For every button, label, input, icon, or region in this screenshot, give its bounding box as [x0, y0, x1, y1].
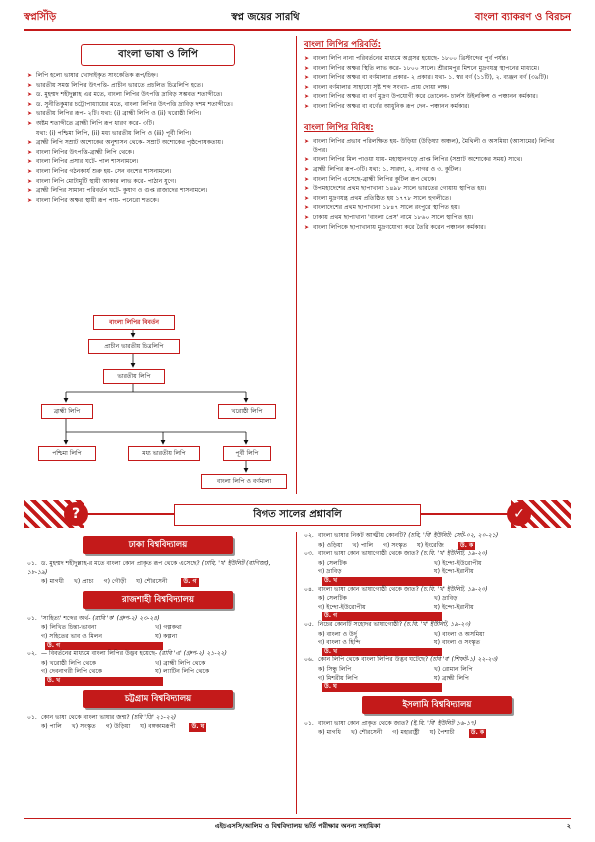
list-item: যথা: (i) পশ্চিমা লিপি, (ii) মধ্য ভারতীয় লিপি ও (iii) পূর্বী লিপি।: [36, 129, 192, 137]
question: ০৪. বাংলা ভাষা কোন ভাষাগোষ্ঠী থেকে জাত? (চ.বি. 'খ' ইউনিট, ১৯-২০): [304, 585, 488, 593]
answer-badge: উ. খ: [322, 577, 442, 586]
list-item: ➤ বাংলা লিপি মোটামুটি স্থায়ী আকার লাভ করে- পাঠান যুগে।: [27, 178, 289, 186]
right-column: [304, 36, 570, 233]
list-item: ➤ বাংলা লিপির গঠনকার্য শুরু হয়- সেন বংশের শাসনামলে।: [27, 168, 289, 176]
diagram-node: মধ্য ভারতীয় লিপি: [128, 446, 200, 461]
university-heading: ইসলামি বিশ্ববিদ্যালয়: [362, 696, 512, 714]
question: ০১. ড. মুহম্মদ শহীদুল্লাহ-র মতে বাংলা কোন প্রাকৃত রূপ থেকে এসেছে? (ঢাবি, 'খ' ইউনিট (বাণিজ্য), ১৮-১৯): [27, 560, 271, 576]
answer-badge: উ. গ: [322, 612, 442, 621]
list-item: ➤ লিপি হলো ভাষার খোদাইকৃত সাংকেতিক রূপ/চিহ্ন।: [27, 72, 289, 80]
answer-badge: উ. গ: [45, 642, 163, 651]
diagram-node: ভারতীয় লিপি: [103, 369, 165, 384]
question-mark-icon: ?: [64, 502, 88, 526]
diagram-node: বাংলা লিপি ও বর্ণমালা: [201, 474, 287, 489]
list-item: ➤ ব্রাহ্মী লিপির রূপ-৩টি। যথা: ১. সারদা, ২. নাগর ও ৩. কুটিল।: [304, 166, 570, 174]
list-item: ➤ বাংলা লিপির মিল পাওয়া যায়- মহাস্থানগড়ে প্রাপ্ত লিপির (সম্রাট অশোকের সময়) সাথে।: [304, 156, 570, 164]
list-item: ➤ ড. সুনীতিকুমার চট্টোপাধ্যায়ের মতে, বাংলা লিপির উৎপত্তি দ্রাবিড় দশম শতাব্দীতে।: [27, 101, 289, 109]
list-item: ➤ বাংলা লিপি এসেছে-ব্রাহ্মী লিপির কুটিল রূপ থেকে।: [304, 176, 570, 184]
question: ০৬. কোন লিপি থেকে বাংলা লিপির উদ্ভব ঘটেছে? (চবি 'ব' (শিফট-১) ২২-২৩): [304, 656, 498, 664]
list-item: ➤ বাংলা লিপির অক্ষর বা বর্ণের আধুনিক রূপ দেন- পঞ্চানন কর্মকার।: [304, 103, 570, 111]
question: ০২. বাংলা ভাষার নিকট আত্মীয় কোনটি? (চবি, 'বি' ইউনিট: সেট-০২, ২০-২১): [304, 532, 499, 539]
questions-right: [304, 532, 570, 738]
questions-banner: [24, 500, 571, 528]
university-heading: চট্টগ্রাম বিশ্ববিদ্যালয়: [83, 690, 233, 708]
right-bullet-list: [304, 55, 570, 111]
answer-badge: উ. খ: [322, 648, 442, 657]
header-center: স্বপ্ন জয়ের সারথি: [231, 11, 300, 23]
header-divider: [24, 29, 571, 31]
options: ক) মাগধি খ) শৌরসেনী গ) মহারাষ্ট্রী ঘ) পৈশাচী উ. ক: [318, 729, 485, 737]
header-right: বাংলা ব্যাকরণ ও বিরচন: [474, 11, 571, 23]
options: ক) সিন্ধু লিপি খ) রোমান লিপি গ) মিশরীয় লিপি ঘ) ব্রাহ্মী লিপি উ. ঘ: [318, 665, 473, 691]
list-item: ➤ অষ্টম শতাব্দীতে ব্রাহ্মী লিপি রূপ ধারণ করে- ৩টি।: [27, 120, 289, 128]
options: ক) সেলটিক খ) দ্রাবিড় গ) ইন্দো-ইউরোপীয় ঘ) ইন্দো-ইরানীয় উ. গ: [318, 595, 474, 620]
options: ক) লিখিত চিন্তা-ভাবনা খ) গল্পকথা গ) সহিতের ভাব ও মিলন ঘ) কল্পনা উ. গ: [41, 624, 182, 649]
question: ০৫. নিচের কোনটি সহোদর ভাষাগোষ্ঠী? (চ.বি. 'খ' ইউনিট, ১৯-২০): [304, 620, 471, 628]
list-item: ➤ ভারতীয় সমস্ত লিপির উৎপত্তি- প্রাচীন ভারতে প্রচলিত চিত্রলিপি হতে।: [27, 82, 289, 90]
diagram-title: বাংলা লিপির বিবর্তন: [93, 315, 175, 330]
question: ০১. বাংলা ভাষা কোন প্রাকৃত থেকে জাত? (ই.বি. 'বি' ইউনিট ১৬-১৭): [304, 719, 477, 727]
left-column: [27, 36, 289, 206]
list-item: ➤ বাংলা বর্ণমালার সাহায্যে সৃষ্ট শব্দ সংখ্যা- প্রায় দোয়া লক্ষ।: [304, 84, 570, 92]
options: ক) পালি খ) সংস্কৃত গ) উড়িয়া ঘ) বঙ্গকামরূপী উ. ঘ: [41, 723, 205, 731]
diagram-node: ব্রাহ্মী লিপি: [41, 404, 93, 419]
list-item: ➤ বাংলা লিপির প্রভাব পরিলক্ষিত হয়- উড়িয়া (উড়িষ্যা অঞ্চল), মৈথিলী ও অসমিয়া (আসামের) লিপির উপর।: [304, 138, 570, 155]
check-mark-icon: ✓: [507, 502, 531, 526]
list-item: ➤ ব্রাহ্মী লিপির সামান্য পরিবর্তন ঘটে- কুষাণ ও গুপ্ত রাজাদের শাসনামলে।: [27, 187, 289, 195]
university-heading: রাজশাহী বিশ্ববিদ্যালয়: [83, 591, 233, 609]
diagram-node: পশ্চিমা লিপি: [38, 446, 96, 461]
answer-badge: উ. ঘ: [191, 723, 205, 731]
diagram-node: পূর্বী লিপি: [223, 446, 271, 461]
answer-badge: উ. ক: [470, 729, 485, 737]
options: ক) মাগধী খ) প্রাচ্য গ) গৌড়ী ঘ) শৌরসেনী উ. গ: [41, 578, 197, 586]
diagram-node: খরোষ্ঠী লিপি: [218, 404, 276, 419]
left-bullet-list: [27, 72, 289, 205]
question: ০১. কোন ভাষা থেকে বাংলা ভাষার জন্ম? (চবি 'ডি' ২১-২২): [27, 713, 177, 721]
column-divider: [296, 36, 297, 494]
section-title: বাংলা ভাষা ও লিপি: [81, 44, 235, 66]
list-item: ➤ বাংলা লিপির অক্ষর স্থায়ী রূপ পায়- পনেরো শতকে।: [27, 197, 289, 205]
options: ক) বাংলা ও উর্দু খ) বাংলা ও অসমিয়া গ) বাংলা ও হিন্দি ঘ) বাংলা ও সংস্কৃত উ. খ: [318, 630, 485, 655]
options: ক) ওড়িয়া খ) পালি গ) সংস্কৃত ঘ) ইংরেজি উ. ক: [318, 541, 474, 549]
right-bullet-list-2: [304, 138, 570, 232]
page-number: ২: [566, 822, 571, 830]
list-item: ➤ ব্রাহ্মী লিপি সম্রাট অশোকের অনুশাসন থেকে- সম্রাট অশোকের পৃষ্ঠপোষকতায়।: [27, 139, 289, 147]
list-item: ➤ বাংলা লিপির অক্ষর স্থিতি লাভ করে- ১৮০০ সালে। শ্রীরামপুর মিশনে মুদ্রণযন্ত্র স্থাপনের মাধ্যমে।: [304, 65, 570, 73]
list-item: ➤ বাংলা মুদ্রণযন্ত্র প্রথম প্রতিষ্ঠিত হয় ১৭৭৮ সালে হুগলীতে।: [304, 195, 570, 203]
diagram-node: প্রাচীন ভারতীয় চিত্রলিপি: [88, 339, 180, 354]
question: ০৩. বাংলা ভাষা কোন ভাষাগোষ্ঠী থেকে জাত? (চ.বি. 'খ' ইউনিট, ১৯-২০): [304, 550, 488, 558]
list-item: ➤ বাংলা লিপি নানা পরিবর্তনের মাধ্যমে অগ্রসর হয়েছে- ১৮০০ খ্রিস্টাব্দের পূর্ব পর্যন্ত।: [304, 55, 570, 63]
list-item: ➤ বাংলা লিপির অক্ষর বা বর্ণমালার প্রকার- ২ প্রকার। যথা- ১. স্বর বর্ণ (১১টি), ২. ব্যঞ্জন বর্ণ (৩৯টি)।: [304, 74, 570, 82]
questions-left: [27, 532, 289, 732]
list-item: ➤ ঢাকায় প্রথম ছাপাখানা 'বাংলা প্রেস' নামে ১৮৬০ সালে স্থাপিত হয়।: [304, 214, 570, 222]
list-item: ➤ বাংলা লিপির অক্ষর বা বর্ণ মুদ্রণ উপযোগী করে তোলেন- চার্লস উইলকিন্স ও পঞ্চানন কর্মকার।: [304, 93, 570, 101]
subsection-heading: বাংলা লিপির বিবিধ:: [304, 123, 374, 134]
answer-badge: উ. খ: [45, 677, 163, 686]
question: ০১. 'সাহিত্য' শব্দের অর্থ- (রাবি 'ক' (গ্রুপ-২) ২৩-২৪): [27, 614, 160, 622]
university-heading: ঢাকা বিশ্ববিদ্যালয়: [83, 536, 233, 554]
questions-divider: [296, 532, 297, 814]
evolution-diagram: [38, 312, 288, 497]
page-footer: [24, 818, 571, 833]
footer-text: এইচএসসি/আলিম ও বিশ্ববিদ্যালয় ভর্তি পরীক্ষার অনন্য সহায়িকা: [214, 822, 381, 830]
banner-title: বিগত সালের প্রশ্নাবলি: [174, 504, 421, 526]
question: ০২. — বিবর্তনের মাধ্যমে বাংলা লিপির উদ্ভব হয়েছে- (রাবি 'এ' (গ্রুপ-২) ২১-২২): [27, 650, 227, 658]
header-left: স্বপ্নসিঁড়ি: [24, 11, 57, 23]
answer-badge: উ. গ: [183, 578, 197, 586]
list-item: ➤ বাংলা লিপিকে ছাপাখানায় মুদ্রণযোগ্য করে তৈরি করেন পঞ্চানন কর্মকার।: [304, 224, 570, 232]
list-item: ➤ বাংলা লিপির উৎপত্তি-ব্রাহ্মী লিপি থেকে।: [27, 149, 289, 157]
list-item: ➤ বাংলা লিপির প্রসার ঘটে- পাল শাসনামলে।: [27, 158, 289, 166]
list-item: ➤ বাংলাদেশের প্রথম ছাপাখানা ১৮৪৭ সালে রংপুরে স্থাপিত হয়।: [304, 204, 570, 212]
answer-badge: উ. ক: [459, 541, 474, 549]
options: ক) খরোষ্ঠী লিপি থেকে খ) ব্রাহ্মী লিপি থেকে গ) দেবনাগরী লিপি থেকে ঘ) ল্যাটিন লিপি থেকে উ. খ: [41, 659, 210, 684]
subsection-heading: বাংলা লিপির পরিবর্তি:: [304, 40, 382, 50]
page-header: [24, 8, 571, 28]
list-item: ➤ ড. মুহম্মদ শহীদুল্লাহ এর মতে, বাংলা লিপির উৎপত্তি দ্রাবিড় সম্ভবত শতাব্দীতে।: [27, 91, 289, 99]
options: ক) সেলটিক খ) ইন্দো-ইউরোপীয় গ) দ্রাবিড় ঘ) ইন্দো-ইরানীয় উ. খ: [318, 559, 482, 584]
list-item: ➤ উপমহাদেশের প্রথম ছাপাখানা ১৪৯৮ সালে ভারতের গোয়ায় স্থাপিত হয়।: [304, 185, 570, 193]
list-item: ➤ ভারতীয় লিপির রূপ- ২টি। যথা: (i) ব্রাহ্মী লিপি ও (ii) খরোষ্ঠী লিপি।: [27, 110, 289, 118]
answer-badge: উ. ঘ: [322, 683, 442, 692]
